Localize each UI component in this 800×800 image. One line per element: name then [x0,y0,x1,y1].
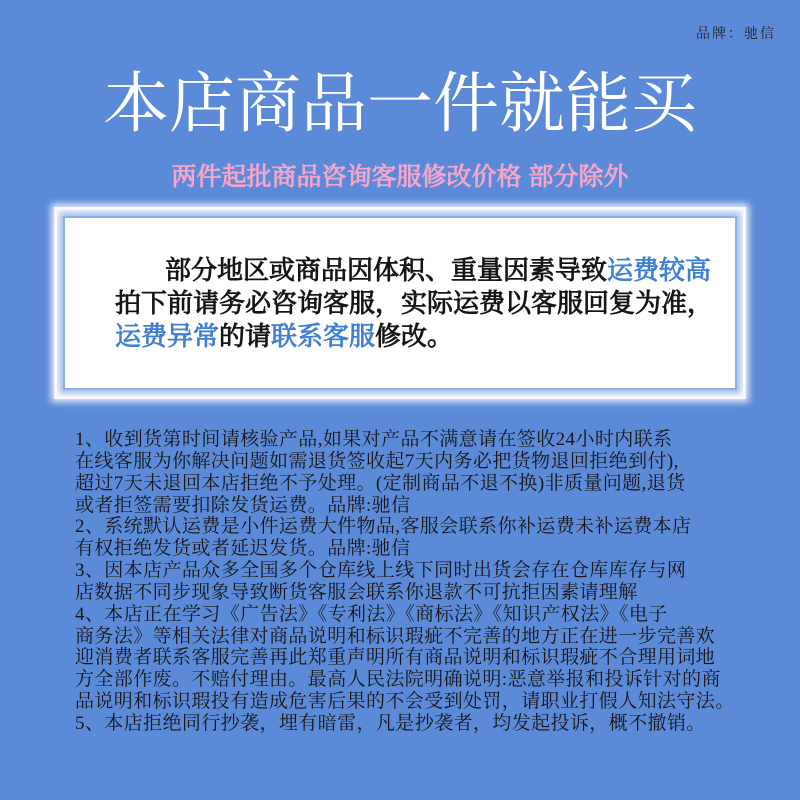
shipping-notice-panel [63,216,737,390]
notice-highlight-high-shipping: 运费较高 [607,255,712,285]
page-title: 本店商品一件就能买 [103,66,697,140]
terms-line: 品说明和标识瑕投有造成危害后果的不会受到处罚，请职业打假人知法守法。 [75,691,735,713]
notice-line-3-text-a: 的请 [219,321,272,351]
notice-line-1-text: 部分地区或商品因体积、重量因素导致 [165,255,608,285]
notice-highlight-contact-service: 联系客服 [271,321,376,351]
terms-line: 2、系统默认运费是小件运费大件物品,客服会联系你补运费未补运费本店 [75,516,692,538]
shipping-notice-box [54,207,746,399]
notice-highlight-abnormal-shipping: 运费异常 [115,321,220,351]
brand-label: 品牌：驰信 [696,25,776,41]
terms-line: 1、收到货第时间请核验产品,如果对产品不满意请在签收24小时内联系 [75,429,673,450]
notice-line-3-text-b: 修改。 [375,321,454,351]
terms-line: 4、本店正在学习《广告法》《专利法》《商标法》《知识产权法》《电子 [75,603,668,625]
notice-line-2 [115,287,713,320]
terms-line: 店数据不同步现象导致断货客服会联系你退款不可抗拒因素请理解 [75,581,638,603]
terms-line: 迎消费者联系客服完善再此郑重声明所有商品说明和标识瑕疵不合理用词地 [75,647,716,669]
terms-line: 在线客服为你解决问题如需退货签收起7天内务必把货物退回拒绝到付), [75,450,679,472]
store-terms [75,429,735,735]
subtitle: 两件起批商品咨询客服修改价格 部分除外 [171,163,629,191]
terms-line: 有权拒绝发货或者延迟发货。品牌:驰信 [75,538,411,560]
notice-line-2-text: 拍下前请务必咨询客服，实际运费以客服回复为准， [115,288,714,318]
terms-line: 方全部作废。不赔付理由。最高人民法院明确说明:恶意举报和投诉针对的商 [75,669,721,691]
shipping-notice-text [115,254,713,353]
terms-line: 商务法》等相关法律对商品说明和标识瑕疵不完善的地方正在进一步完善欢 [75,625,716,647]
terms-line: 3、因本店产品众多全国多个仓库线上线下同时出货会存在仓库库存与网 [75,560,687,582]
terms-line: 或者拒签需要扣除发货运费。品牌:驰信 [75,494,411,516]
terms-line: 5、本店拒绝同行抄袭，埋有暗雷，凡是抄袭者，均发起投诉，概不撤销。 [75,712,706,734]
notice-line-3 [115,320,713,353]
terms-line: 超过7天未退回本店拒绝不予处理。(定制商品不退不换)非质量问题,退货 [75,472,686,494]
notice-line-1 [115,254,713,287]
